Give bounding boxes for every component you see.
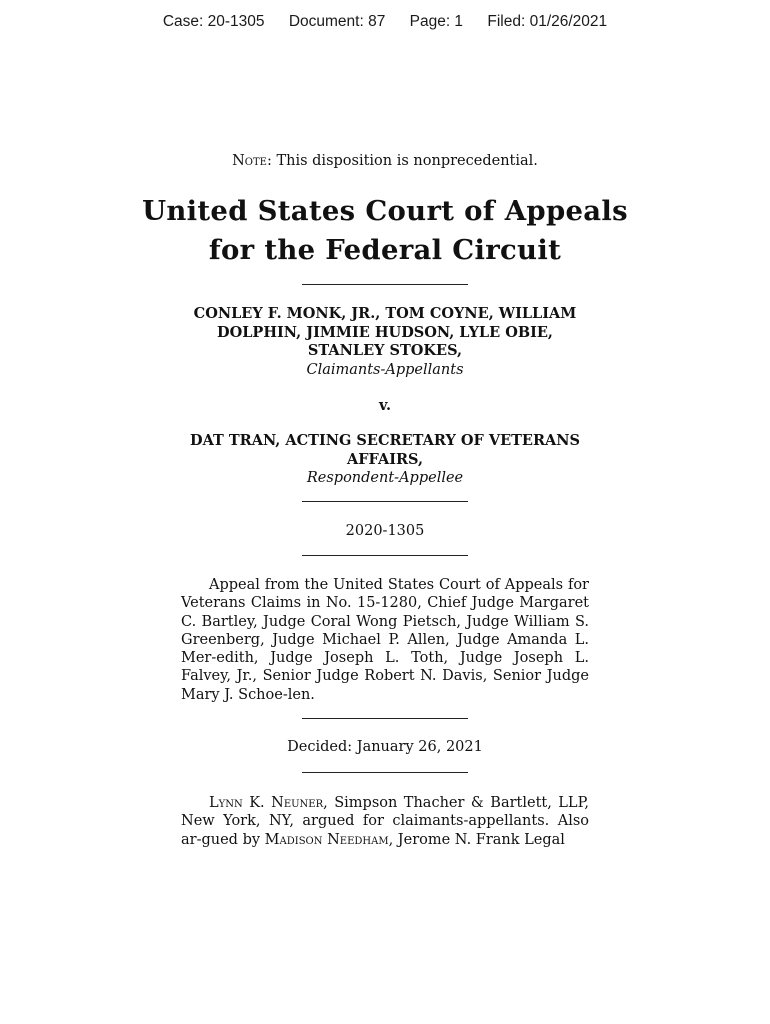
counsel-text-2: , Jerome N. Frank Legal <box>388 831 565 848</box>
court-title-line-2: for the Federal Circuit <box>208 234 562 266</box>
case-number: Case: 20-1305 <box>162 13 265 30</box>
document-number: Document: 87 <box>288 13 386 30</box>
divider <box>302 772 468 773</box>
divider <box>302 555 468 556</box>
counsel-name-2: Madison Needham <box>264 831 389 848</box>
appellee-role: Respondent-Appellee <box>306 470 464 486</box>
note-label: Note <box>232 153 267 169</box>
divider <box>302 284 468 285</box>
court-title <box>0 192 770 270</box>
note-text: : This disposition is nonprecedential. <box>266 153 538 169</box>
decided-date: Decided: January 26, 2021 <box>287 739 483 755</box>
divider <box>302 718 468 719</box>
filed-date: Filed: 01/26/2021 <box>487 13 608 30</box>
court-title-line-1: United States Court of Appeals <box>142 195 628 227</box>
appellants-line-2: DOLPHIN, JIMMIE HUDSON, LYLE OBIE, <box>217 323 553 341</box>
page-number: Page: 1 <box>409 13 464 30</box>
nonprecedential-note <box>0 153 770 169</box>
filing-header <box>0 13 770 31</box>
appellants-line-3: STANLEY STOKES, <box>307 342 463 359</box>
counsel-name-1: Lynn K. Neuner <box>209 795 324 811</box>
appellants-role: Claimants-Appellants <box>306 361 464 378</box>
divider <box>302 501 468 502</box>
docket-number: 2020-1305 <box>345 523 425 539</box>
appellants-line-1: CONLEY F. MONK, JR., TOM COYNE, WILLIAM <box>193 305 577 322</box>
appellee-line-2: AFFAIRS, <box>346 450 424 468</box>
versus: v. <box>378 397 391 414</box>
counsel-paragraph <box>181 794 589 849</box>
counsel-text-1: , Simpson Thacher & Bartlett, LLP, New York, NY, argued for claimants-appellants. Also ar-gued by <box>181 795 589 848</box>
appellee-block <box>181 432 589 488</box>
appeal-paragraph: Appeal from the United States Court of Appeals for Veterans Claims in No. 15-1280, Chief Judge Margaret C. Bartley, Judge Coral Wong Pietsch, Judge William S. Greenberg, Judge Michael P. Allen, Judge Amanda L. Mer-edith, Judge Joseph L. Toth, Judge Joseph L. Falvey, Jr., Senior Judge Robert N. Davis, Senior Judge Mary J. Schoe-len. <box>181 577 589 703</box>
appellants-block <box>181 305 589 379</box>
appellee-line-1: DAT TRAN, ACTING SECRETARY OF VETERANS <box>190 432 580 449</box>
